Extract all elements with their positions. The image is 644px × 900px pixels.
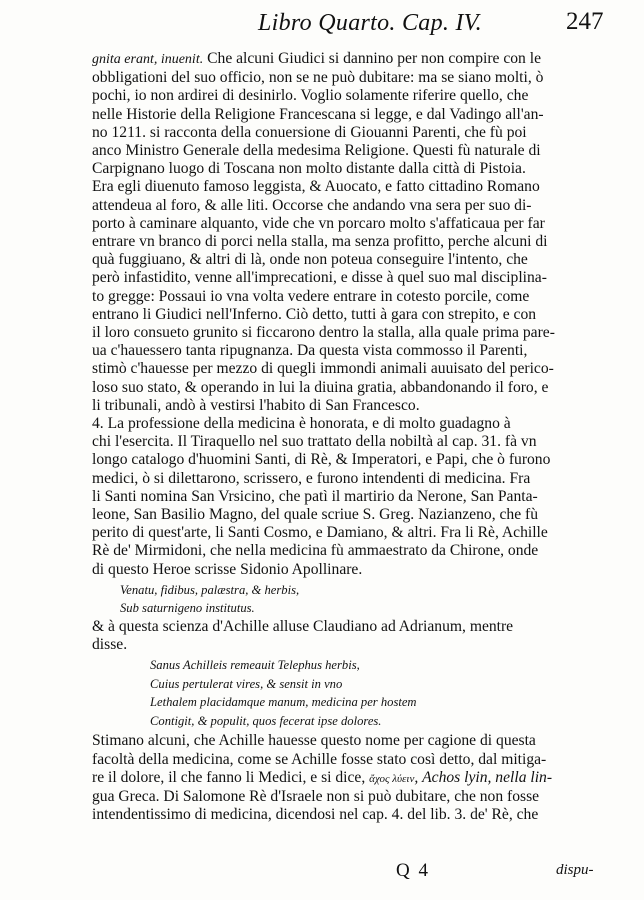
text-line: nelle Historie della Religione Francescana si legge, e dal Vadingo all'an- bbox=[92, 105, 544, 123]
text-line: porto à caminare alquanto, vide che vn porcaro molto s'affaticaua per far bbox=[92, 214, 545, 232]
transliteration-segment: , Achos lyin, nella lin- bbox=[414, 768, 553, 786]
verse-line: Cuius pertulerat vires, & sensit in vno bbox=[150, 676, 343, 691]
text-line: & à questa scienza d'Achille alluse Claudiano ad Adrianum, mentre bbox=[92, 617, 514, 635]
text-line: obbligationi del suo officio, non se ne può dubitare: ma se siano molti, ò bbox=[92, 69, 544, 87]
verse-quote-sidonius bbox=[120, 581, 612, 618]
text-line: il loro consueto grunito si ficcarono dentro la stalla, alla quale prima pare- bbox=[92, 324, 555, 342]
signature-mark: Q 4 bbox=[396, 860, 430, 881]
verse-line: Contigit, & populit, quos fecerat ipse dolores. bbox=[150, 713, 382, 728]
text-line: Era egli diuenuto famoso leggista, & Auocato, e fatto cittadino Romano bbox=[92, 178, 540, 196]
text-line: quà fuggiuano, & altri di là, onde non poteua conseguire l'intento, che bbox=[92, 251, 528, 269]
text-line: li Santi nomina San Vrsicino, che patì il martirio da Nerone, San Panta- bbox=[92, 487, 538, 505]
text-line: entrano li Giudici nell'Inferno. Ciò detto, tutti à gara con strepito, e con bbox=[92, 305, 537, 323]
text-line bbox=[92, 769, 612, 788]
page-header bbox=[0, 8, 644, 48]
lead-in-text: gnita erant, inuenit. bbox=[92, 52, 204, 67]
text-segment: re il dolore, il che fanno li Medici, e si dice, bbox=[92, 768, 370, 786]
text-line: Rè de' Mirmidoni, che nella medicina fù ammaestrato da Chirone, onde bbox=[92, 542, 539, 560]
text-line: intendentissimo di medicina, dicendosi nel cap. 4. del lib. 3. de' Rè, che bbox=[92, 806, 539, 824]
text-line: disse. bbox=[92, 636, 128, 654]
text-line: entrare vn branco di porci nella stalla, ma senza profitto, perche alcuni di bbox=[92, 233, 548, 251]
text-line: Carpignano luogo di Toscana non molto distante dalla città di Pistoia. bbox=[92, 160, 526, 178]
text-line: ua c'hauessero tanta ripugnanza. Da questa vista commosso il Parenti, bbox=[92, 342, 528, 360]
text-line: però infastidito, venne all'imprecationi, e disse à quel suo mal disciplina- bbox=[92, 269, 547, 287]
verse-line: Venatu, fidibus, palæstra, & herbis, bbox=[120, 582, 300, 597]
text-line: longo catalogo d'huomini Santi, di Rè, & Imperatori, e Papi, che ò furono bbox=[92, 451, 551, 469]
text-line: leone, San Basilio Magno, del quale scriue S. Greg. Nazianzeno, che fù bbox=[92, 506, 539, 524]
paragraph-medicine bbox=[92, 415, 612, 579]
verse-quote-claudiano bbox=[150, 656, 612, 730]
text-line: 4. La professione della medicina è honorata, e di molto guadagno à bbox=[92, 415, 511, 433]
verse-line: Sub saturnigeno institutus. bbox=[120, 601, 255, 616]
page-body bbox=[92, 50, 612, 824]
text-line-rest: Che alcuni Giudici si dannino per non compire con le bbox=[203, 50, 541, 67]
running-title: Libro Quarto. Cap. IV. bbox=[258, 10, 482, 36]
text-line bbox=[92, 50, 612, 69]
greek-phrase: ἄχος λύειν bbox=[369, 772, 415, 785]
text-line: chi l'esercita. Il Tiraquello nel suo trattato della nobiltà al cap. 31. fà vn bbox=[92, 433, 537, 451]
text-line: gua Greca. Di Salomone Rè d'Israele non si può dubitare, che non fosse bbox=[92, 787, 540, 805]
text-line: anco Ministro Generale della medesima Religione. Questi fù naturale di bbox=[92, 142, 541, 160]
paragraph-achille-name bbox=[92, 732, 612, 824]
verse-line: Sanus Achilleis remeauit Telephus herbis, bbox=[150, 658, 360, 673]
paragraph-claudiano bbox=[92, 618, 612, 654]
text-line: to gregge: Possaui io vna volta vedere entrare in cotesto porcile, come bbox=[92, 287, 530, 305]
page-number: 247 bbox=[566, 8, 604, 35]
text-line: pochi, io non ardirei di desinirlo. Voglio solamente riferire quello, che bbox=[92, 87, 529, 105]
page-footer bbox=[0, 860, 644, 890]
text-line: di questo Heroe scrisse Sidonio Apollinare. bbox=[92, 560, 363, 578]
verse-line: Lethalem placidamque manum, medicina per hostem bbox=[150, 695, 417, 710]
text-line: no 1211. si racconta della conuersione di Giouanni Parenti, che fù poi bbox=[92, 123, 527, 141]
text-line: stimò c'hauesse per mezzo di quegli immondi animali auuisato del perico- bbox=[92, 360, 554, 378]
text-line: medici, ò si dilettarono, scrissero, e furono intendenti di medicina. Fra bbox=[92, 469, 531, 487]
text-line: li tribunali, andò à vestirsi l'habito di San Francesco. bbox=[92, 396, 420, 414]
text-line: facoltà della medicina, come se Achille fosse stato così detto, dal mitiga- bbox=[92, 750, 547, 768]
catchword: dispu- bbox=[556, 862, 594, 878]
text-line: perito di quest'arte, li Santi Cosmo, e Damiano, & altri. Fra li Rè, Achille bbox=[92, 524, 548, 542]
text-line: loso suo stato, & operando in lui la diuina gratia, abbandonando il foro, e bbox=[92, 378, 549, 396]
text-line: attendeua al foro, & alle liti. Occorse che andando vna sera per suo di- bbox=[92, 196, 532, 214]
paragraph-parenti-story bbox=[92, 50, 612, 415]
text-line: Stimano alcuni, che Achille hauesse questo nome per cagione di questa bbox=[92, 732, 536, 750]
